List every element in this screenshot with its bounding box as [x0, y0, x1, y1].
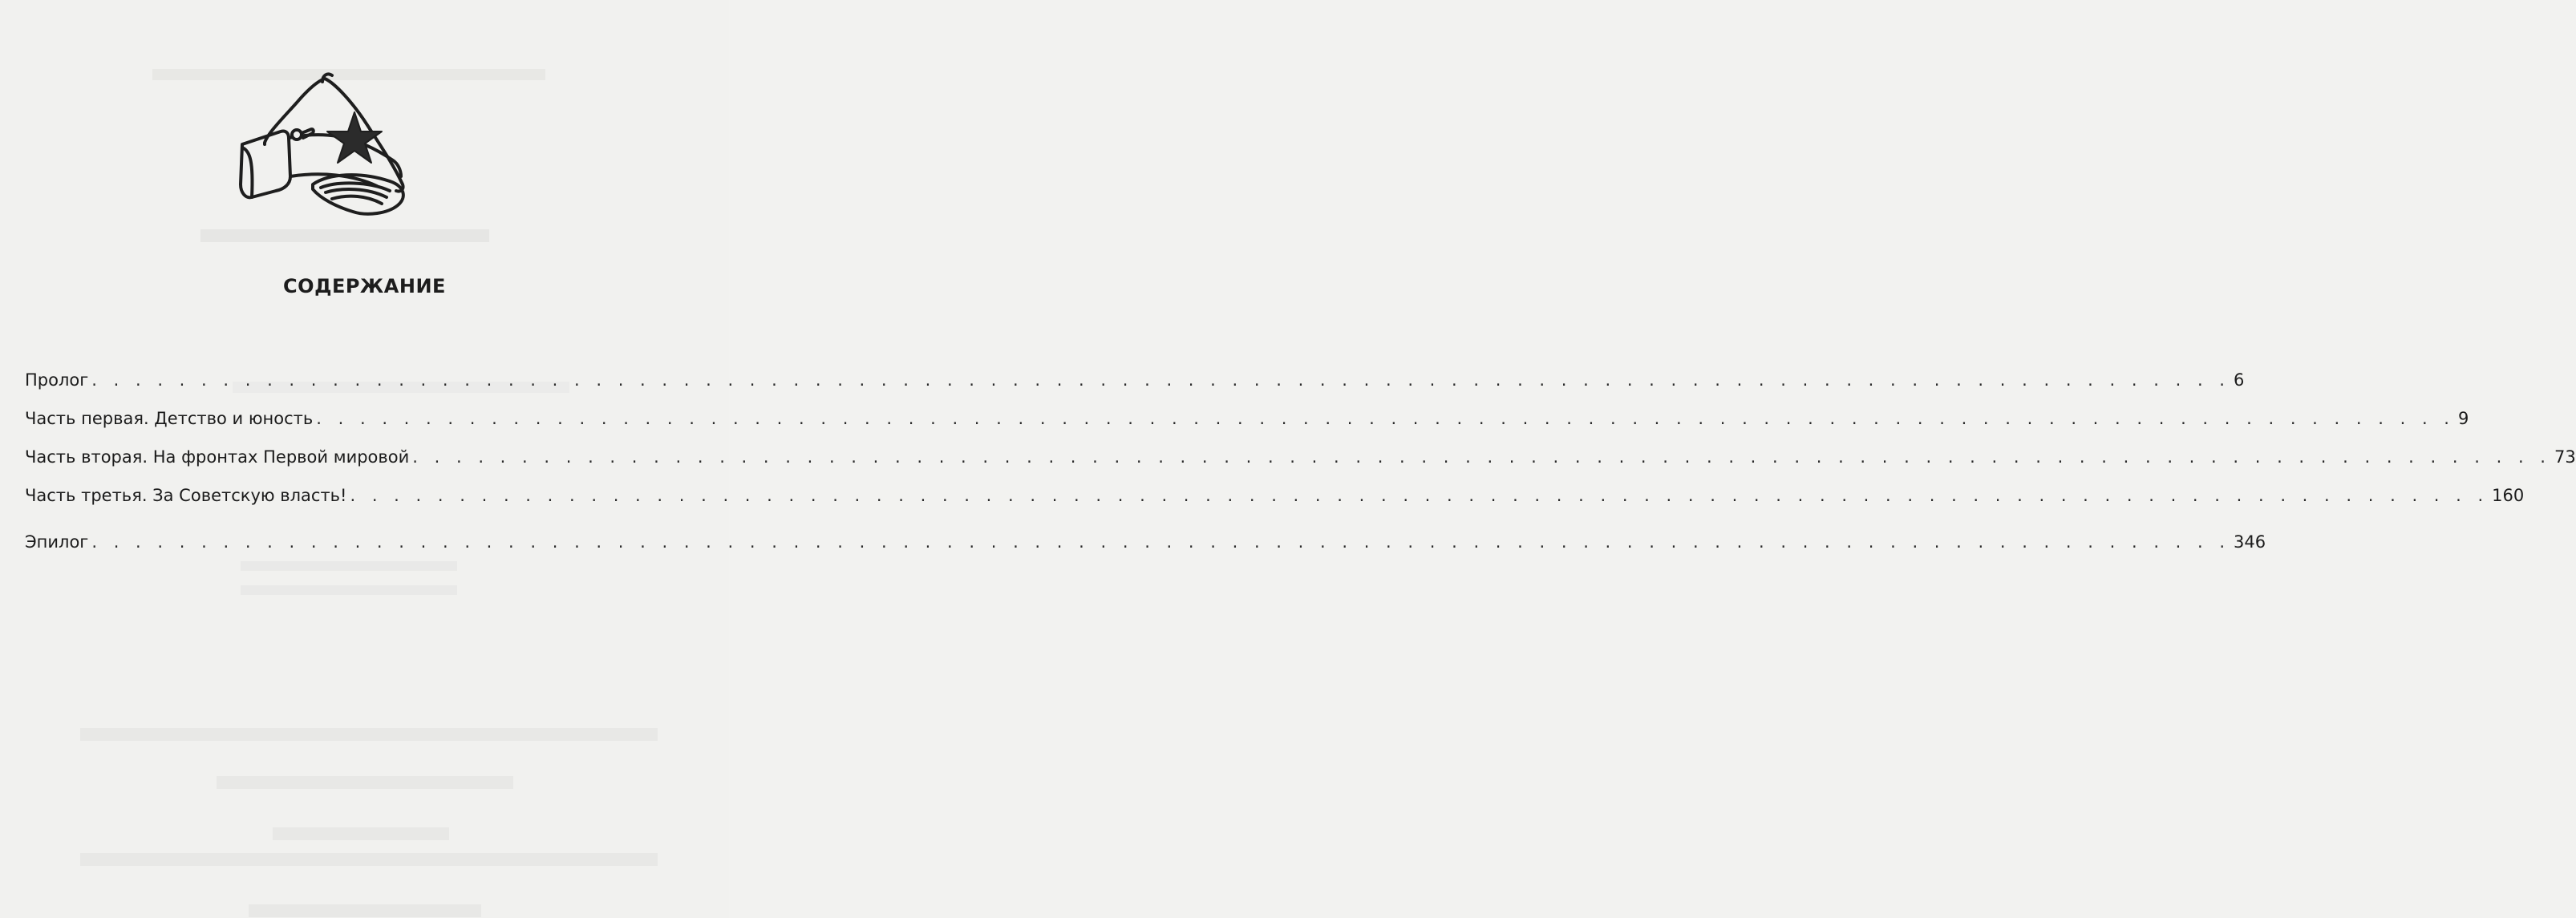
dot-leader: . . . . . . . . . . . . . . . . . . . . . . . . . . . . . . . . . . . . . . . . . . . . . . . . . . . . . . . . . . . . . . . . . . . . . . . . . . . . . . . . . . . . . . . . . . . . . . . . . .	[316, 409, 2455, 428]
toc-item-label: Часть вторая. На фронтах Первой мировой	[25, 447, 410, 467]
toc-item-part-two[interactable]	[25, 438, 2576, 476]
toc-item-label: Часть третья. За Советскую власть!	[25, 486, 347, 505]
toc-item-page-number: 160	[2492, 486, 2525, 505]
toc-item-page-number: 73	[2554, 447, 2576, 467]
toc-item-part-three[interactable]	[25, 476, 2525, 515]
dot-leader: . . . . . . . . . . . . . . . . . . . . . . . . . . . . . . . . . . . . . . . . . . . . . . . . . . . . . . . . . . . . . . . . . . . . . . . . . . . . . . . . . . . . . . . . . . . . . . . . . .	[91, 532, 2231, 552]
table-of-contents	[25, 361, 2576, 561]
toc-item-page-number: 9	[2457, 409, 2469, 428]
toc-item-page-number: 6	[2233, 370, 2245, 390]
budenovka-hat-with-star-icon	[233, 64, 417, 224]
toc-item-epilog[interactable]	[25, 523, 2266, 561]
page-title: СОДЕРЖАНИЕ	[283, 275, 446, 297]
star-icon	[327, 112, 382, 163]
toc-item-prolog[interactable]	[25, 361, 2245, 399]
toc-item-label: Эпилог	[25, 532, 89, 552]
toc-item-label: Часть первая. Детство и юность	[25, 409, 314, 428]
dot-leader: . . . . . . . . . . . . . . . . . . . . . . . . . . . . . . . . . . . . . . . . . . . . . . . . . . . . . . . . . . . . . . . . . . . . . . . . . . . . . . . . . . . . . . . . . . . . . . . . . .	[350, 486, 2489, 505]
dot-leader: . . . . . . . . . . . . . . . . . . . . . . . . . . . . . . . . . . . . . . . . . . . . . . . . . . . . . . . . . . . . . . . . . . . . . . . . . . . . . . . . . . . . . . . . . . . . . . . . . .	[412, 447, 2551, 467]
toc-item-page-number: 346	[2234, 532, 2266, 552]
toc-item-part-one[interactable]	[25, 399, 2469, 438]
toc-item-label: Пролог	[25, 370, 89, 390]
dot-leader: . . . . . . . . . . . . . . . . . . . . . . . . . . . . . . . . . . . . . . . . . . . . . . . . . . . . . . . . . . . . . . . . . . . . . . . . . . . . . . . . . . . . . . . . . . . . . . . . . .	[91, 370, 2230, 390]
